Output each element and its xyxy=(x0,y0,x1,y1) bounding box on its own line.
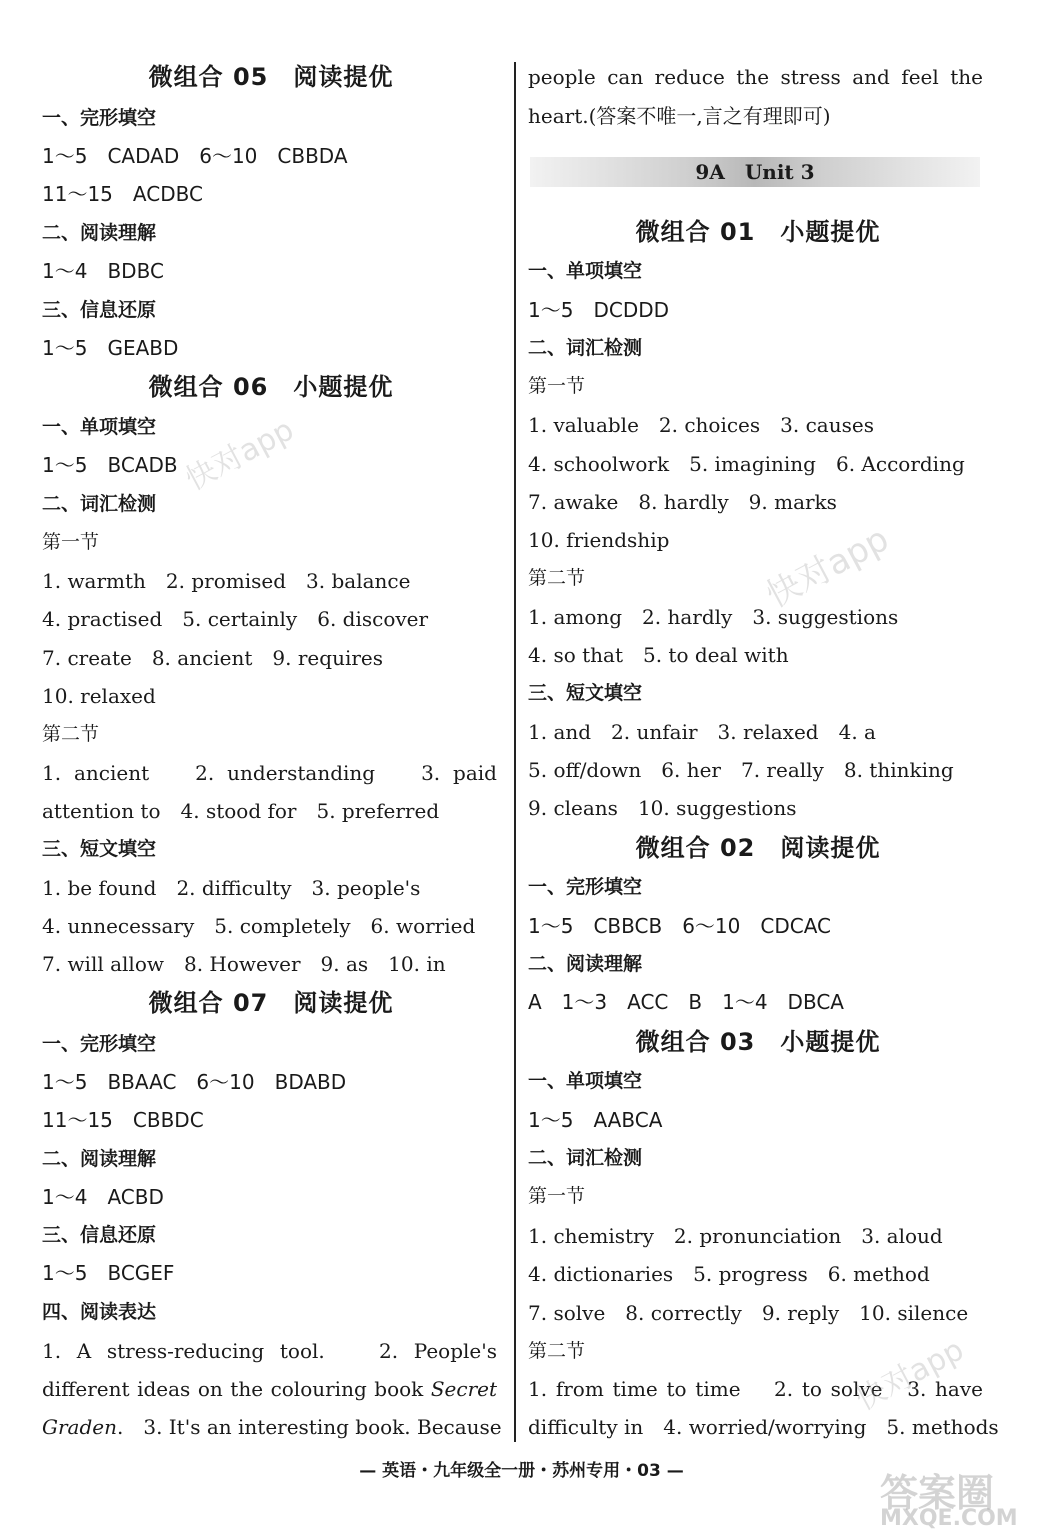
answer-line: 9. cleans 10. suggestions xyxy=(528,796,797,820)
answer-line: 1～5 BCADB xyxy=(42,453,178,477)
answer-line: 1～5 CADAD 6～10 CBBDA xyxy=(42,144,348,168)
watermark: 快对app xyxy=(180,412,300,498)
answer-line: 4. schoolwork 5. imagining 6. According xyxy=(528,452,965,476)
section-heading: 一、单项填空 xyxy=(42,416,157,438)
answer-line: 1～5 BBAAC 6～10 BDABD xyxy=(42,1070,347,1094)
answer-line: people can reduce the stress and feel the xyxy=(528,65,983,89)
answer-line: 7. create 8. ancient 9. requires xyxy=(42,646,384,670)
book-title-italic: Secret xyxy=(430,1377,497,1401)
watermark: 快对app xyxy=(759,518,896,617)
answer-line xyxy=(42,1414,502,1440)
subsection-label: 第一节 xyxy=(42,531,100,553)
answer-line: 1. A stress-reducing tool. 2. People's xyxy=(42,1339,497,1363)
section-heading: 一、完形填空 xyxy=(528,876,643,898)
answer-line: 10. relaxed xyxy=(42,684,156,708)
logo-domain: MXQE.COM xyxy=(880,1506,1018,1531)
answer-line: 4. practised 5. certainly 6. discover xyxy=(42,607,429,631)
section-heading: 一、完形填空 xyxy=(42,1033,157,1055)
group-03-title: 微组合 03 小题提优 xyxy=(635,1028,881,1056)
answer-line: difficulty in 4. worried/worrying 5. methods xyxy=(528,1415,999,1439)
answer-line: 4. so that 5. to deal with xyxy=(528,643,789,667)
answer-line: 1. and 2. unfair 3. relaxed 4. a xyxy=(528,720,876,744)
answer-line: attention to 4. stood for 5. preferred xyxy=(42,799,440,823)
answer-line: 4. unnecessary 5. completely 6. worried xyxy=(42,914,476,938)
answer-line: 1. valuable 2. choices 3. causes xyxy=(528,413,874,437)
answer-line: 1. warmth 2. promised 3. balance xyxy=(42,569,411,593)
answer-line xyxy=(42,1376,497,1402)
answer-line: 10. friendship xyxy=(528,528,670,552)
answer-text: . 3. It's an interesting book. Because xyxy=(116,1415,502,1439)
subsection-label: 第一节 xyxy=(528,375,586,397)
site-logo xyxy=(880,1462,1030,1532)
section-heading: 二、阅读理解 xyxy=(42,1148,157,1170)
answer-line: 1. chemistry 2. pronunciation 3. aloud xyxy=(528,1224,943,1248)
section-heading: 一、单项填空 xyxy=(528,260,643,282)
group-06-title: 微组合 06 小题提优 xyxy=(148,373,394,401)
logo-text: 答案圈 xyxy=(880,1471,995,1515)
answer-line: 5. off/down 6. her 7. really 8. thinking xyxy=(528,758,954,782)
answer-line: heart.(答案不唯一,言之有理即可) xyxy=(528,104,831,128)
group-07-title: 微组合 07 阅读提优 xyxy=(148,989,394,1017)
page-footer: — 英语・九年级全一册・苏州专用・03 — xyxy=(359,1461,684,1481)
section-heading: 三、短文填空 xyxy=(528,682,643,704)
answer-line: 7. will allow 8. However 9. as 10. in xyxy=(42,952,446,976)
subsection-label: 第一节 xyxy=(528,1185,586,1207)
answer-line: 1. be found 2. difficulty 3. people's xyxy=(42,876,421,900)
answer-line: 11～15 ACDBC xyxy=(42,182,203,206)
answer-line: 7. awake 8. hardly 9. marks xyxy=(528,490,837,514)
answer-line: 1. among 2. hardly 3. suggestions xyxy=(528,605,899,629)
section-heading: 二、阅读理解 xyxy=(42,222,157,244)
answer-line: 1. from time to time 2. to solve 3. have xyxy=(528,1377,983,1401)
answer-line: 1～5 BCGEF xyxy=(42,1261,175,1285)
watermark: 快对app xyxy=(850,1332,970,1418)
answer-line: 1～5 GEABD xyxy=(42,336,179,360)
group-01-title: 微组合 01 小题提优 xyxy=(635,218,881,246)
section-heading: 三、短文填空 xyxy=(42,838,157,860)
section-heading: 一、完形填空 xyxy=(42,107,157,129)
column-divider xyxy=(514,62,516,1442)
book-title-italic: Graden xyxy=(42,1415,117,1439)
answer-line: 7. solve 8. correctly 9. reply 10. silence xyxy=(528,1301,969,1325)
answer-line: A 1～3 ACC B 1～4 DBCA xyxy=(528,990,844,1014)
subsection-label: 第二节 xyxy=(42,723,100,745)
section-heading: 三、信息还原 xyxy=(42,299,157,321)
section-heading: 二、词汇检测 xyxy=(42,493,157,515)
answer-line: 1～4 ACBD xyxy=(42,1185,164,1209)
answer-line: 1～5 DCDDD xyxy=(528,298,670,322)
answer-line: 1～5 AABCA xyxy=(528,1108,663,1132)
group-02-title: 微组合 02 阅读提优 xyxy=(635,834,881,862)
subsection-label: 第二节 xyxy=(528,1340,586,1362)
subsection-label: 第二节 xyxy=(528,567,586,589)
answer-line: 1～5 CBBCB 6～10 CDCAC xyxy=(528,914,831,938)
section-heading: 三、信息还原 xyxy=(42,1224,157,1246)
unit-banner: 9A Unit 3 xyxy=(530,157,980,187)
answer-line: 1. ancient 2. understanding 3. paid xyxy=(42,761,497,785)
section-heading: 二、阅读理解 xyxy=(528,953,643,975)
group-05-title: 微组合 05 阅读提优 xyxy=(148,63,394,91)
answer-text: different ideas on the colouring book xyxy=(42,1377,431,1401)
answer-line: 4. dictionaries 5. progress 6. method xyxy=(528,1262,930,1286)
answer-line: 1～4 BDBC xyxy=(42,259,164,283)
answer-line: 11～15 CBBDC xyxy=(42,1108,204,1132)
section-heading: 四、阅读表达 xyxy=(42,1301,157,1323)
section-heading: 一、单项填空 xyxy=(528,1070,643,1092)
section-heading: 二、词汇检测 xyxy=(528,337,643,359)
section-heading: 二、词汇检测 xyxy=(528,1147,643,1169)
